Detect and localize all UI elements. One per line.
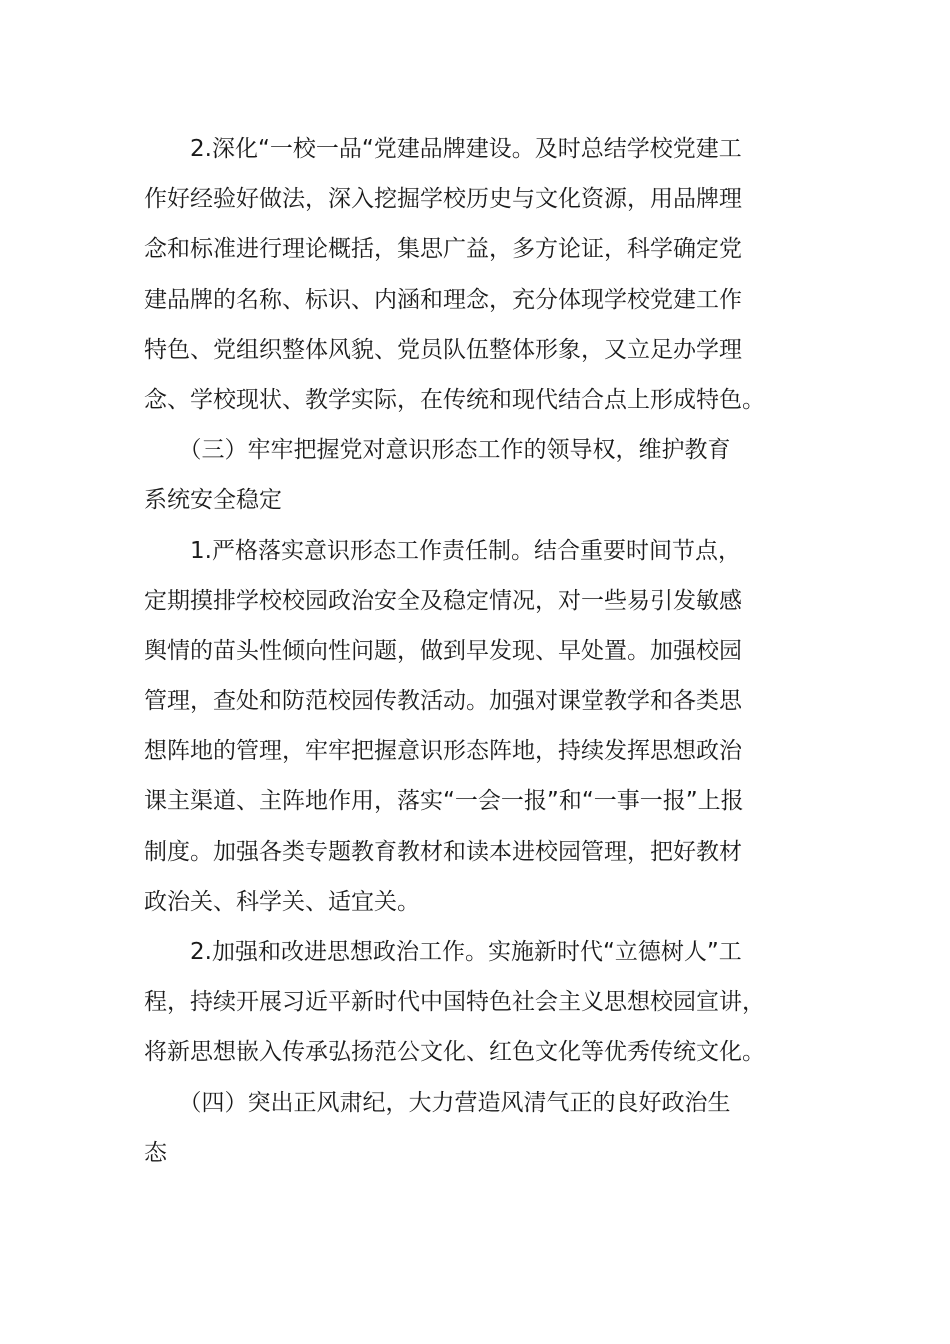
section-heading-line: 态 xyxy=(144,1139,167,1166)
para-line: 政治关、科学关、适宜关。 xyxy=(144,888,420,915)
para-line: 想阵地的管理，牢牢把握意识形态阵地，持续发挥思想政治 xyxy=(144,738,742,765)
para-line: 念和标准进行理论概括，集思广益，多方论证，科学确定党 xyxy=(144,236,742,263)
para-line: 课主渠道、主阵地作用，落实“一会一报”和“一事一报”上报 xyxy=(144,788,744,815)
section-heading-line: （四）突出正风肃纪，大力营造风清气正的良好政治生 xyxy=(144,1089,731,1116)
para-line: 1.严格落实意识形态工作责任制。结合重要时间节点， xyxy=(144,537,741,564)
para-line: 特色、党组织整体风貌、党员队伍整体形象，又立足办学理 xyxy=(144,336,742,363)
para-line: 2.加强和改进思想政治工作。实施新时代“立德树人”工 xyxy=(144,939,742,965)
para-line: 舆情的苗头性倾向性问题，做到早发现、早处置。加强校园 xyxy=(144,637,742,664)
para-line: 程，持续开展习近平新时代中国特色社会主义思想校园宣讲， xyxy=(144,989,765,1016)
para-line: 定期摸排学校校园政治安全及稳定情况，对一些易引发敏感 xyxy=(144,587,742,614)
para-line: 管理，查处和防范校园传教活动。加强对课堂教学和各类思 xyxy=(144,688,742,715)
para-line: 建品牌的名称、标识、内涵和理念，充分体现学校党建工作 xyxy=(144,286,742,313)
para-line: 2.深化“一校一品“党建品牌建设。及时总结学校党建工 xyxy=(144,136,742,162)
para-line: 制度。加强各类专题教育教材和读本进校园管理，把好教材 xyxy=(144,838,742,865)
section-heading-line: 系统安全稳定 xyxy=(144,487,282,514)
section-heading-line: （三）牢牢把握党对意识形态工作的领导权，维护教育 xyxy=(144,437,731,464)
para-line: 念、学校现状、教学实际，在传统和现代结合点上形成特色。 xyxy=(144,386,765,413)
para-line: 将新思想嵌入传承弘扬范公文化、红色文化等优秀传统文化。 xyxy=(144,1039,765,1066)
document-body xyxy=(144,124,808,1178)
para-line: 作好经验好做法，深入挖掘学校历史与文化资源，用品牌理 xyxy=(144,186,742,213)
